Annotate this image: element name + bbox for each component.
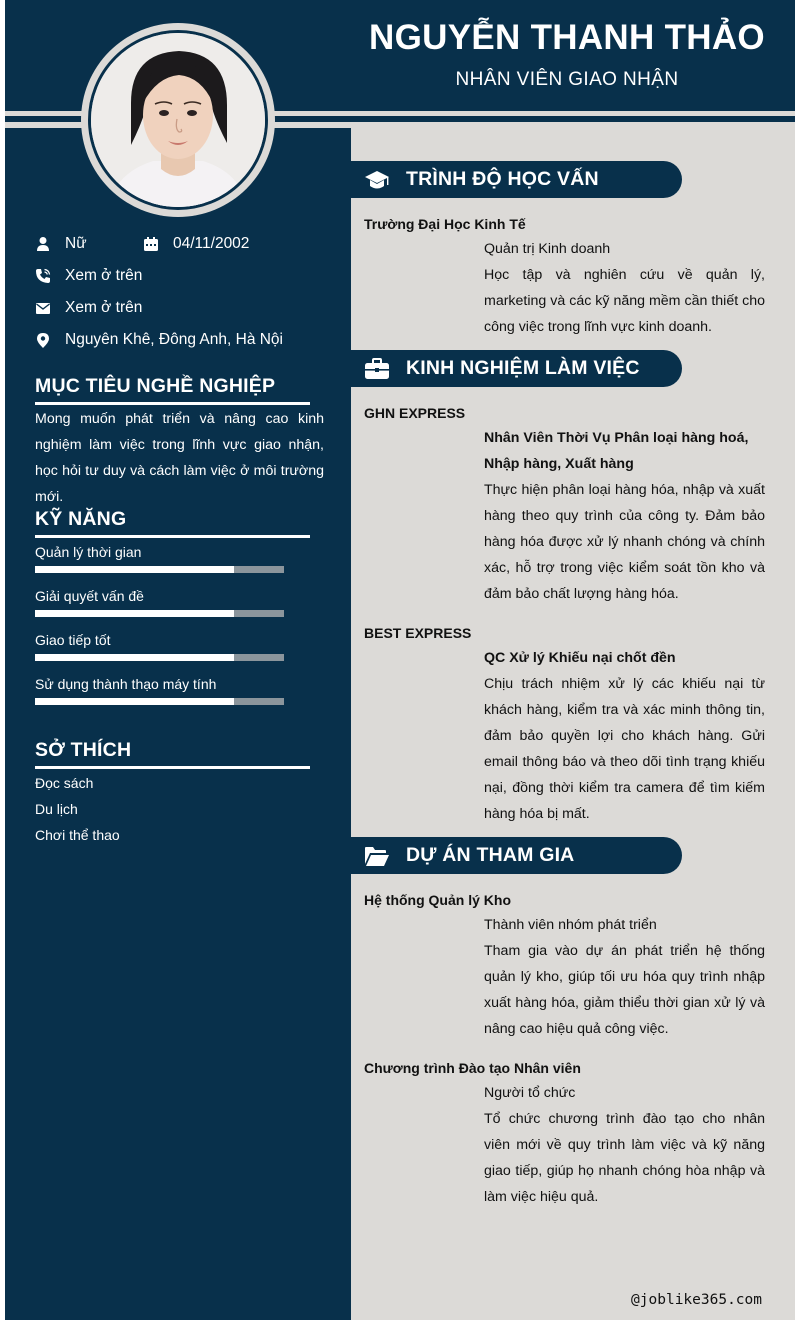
- contact-email: [35, 299, 142, 317]
- project-desc: Tham gia vào dự án phát triển hệ thống quản lý kho, giúp tối ưu hóa quy trình nhập xuất hàng hóa, giảm thiểu thời gian xử lý và nâng cao hiệu quả công việc.: [484, 943, 765, 1037]
- skill-name: Sử dụng thành thạo máy tính: [35, 676, 217, 692]
- experience-org: BEST EXPRESS: [364, 625, 472, 641]
- education-position: Quản trị Kinh doanh: [484, 241, 611, 257]
- profile-photo: [88, 30, 268, 210]
- project-name: Hệ thống Quản lý Kho: [364, 892, 511, 908]
- experience-detail: [484, 425, 765, 607]
- skill-bar-fill: [35, 698, 234, 705]
- hobbies-title: SỞ THÍCH: [35, 739, 132, 761]
- project-role: Người tổ chức: [484, 1085, 576, 1101]
- experience-desc: Chịu trách nhiệm xử lý các khiếu nại từ khách hàng, kiểm tra và xác minh thông tin, đảm bảo quyền lợi cho khách hàng. Gửi email thông báo và theo dõi tình trạng khiếu nại, đồng thời kiểm tra camera để tìm kiếm hàng hóa bị mất.: [484, 676, 765, 822]
- user-icon: [35, 236, 51, 252]
- education-desc: Học tập và nghiên cứu về quản lý, marketing và các kỹ năng mềm cần thiết cho công việc trong lĩnh vực kinh doanh.: [484, 267, 765, 335]
- project-name: Chương trình Đào tạo Nhân viên: [364, 1060, 581, 1076]
- folder-open-icon: [364, 844, 390, 868]
- candidate-name: NGUYỄN THANH THẢO: [369, 18, 765, 57]
- experience-detail: [484, 645, 765, 827]
- contact-gender: [35, 235, 87, 253]
- candidate-role: NHÂN VIÊN GIAO NHẬN: [455, 69, 679, 90]
- project-role: Thành viên nhóm phát triển: [484, 917, 657, 933]
- experience-desc: Thực hiện phân loại hàng hóa, nhập và xuất hàng theo quy trình của công ty. Đảm bảo hàng hóa được xử lý nhanh chóng và chính xác, hỗ trợ trong việc kiểm soát tồn kho và đảm bảo chất lượng hàng hóa.: [484, 482, 765, 602]
- contact-address: [35, 331, 283, 349]
- project-detail: [484, 912, 765, 1042]
- education-org: Trường Đại Học Kinh Tế: [364, 216, 526, 232]
- contact-dob: [143, 235, 249, 253]
- projects-title: DỰ ÁN THAM GIA: [406, 844, 575, 866]
- skill-bar-fill: [35, 566, 234, 573]
- email-value: Xem ở trên: [65, 299, 143, 316]
- skill-bar: [35, 698, 284, 705]
- education-title: TRÌNH ĐỘ HỌC VẤN: [406, 168, 599, 190]
- experience-position: QC Xử lý Khiếu nại chốt đền: [484, 650, 676, 666]
- profile-photo-frame: [81, 23, 275, 217]
- experience-title: KINH NGHIỆM LÀM VIỆC: [406, 357, 640, 379]
- objective-title: MỤC TIÊU NGHỀ NGHIỆP: [35, 375, 276, 397]
- objective-rule: [35, 402, 310, 405]
- experience-org: GHN EXPRESS: [364, 405, 466, 421]
- dob-value: 04/11/2002: [173, 235, 250, 252]
- contact-phone: [35, 267, 142, 285]
- graduation-cap-icon: [364, 168, 390, 192]
- hobby-item: Chơi thể thao: [35, 827, 120, 843]
- phone-icon: [35, 268, 51, 284]
- skill-name: Quản lý thời gian: [35, 544, 142, 560]
- address-value: Nguyên Khê, Đông Anh, Hà Nội: [65, 331, 283, 348]
- skill-bar-fill: [35, 610, 234, 617]
- watermark: @joblike365.com: [631, 1292, 762, 1308]
- skills-title: KỸ NĂNG: [35, 508, 127, 530]
- briefcase-icon: [364, 357, 390, 381]
- project-detail: [484, 1080, 765, 1210]
- project-desc: Tổ chức chương trình đào tạo cho nhân viên mới về quy trình làm việc và kỹ năng giao tiếp, giúp họ nhanh chóng hòa nhập và làm việc hiệu quả.: [484, 1111, 765, 1205]
- calendar-icon: [143, 236, 159, 252]
- skill-bar-fill: [35, 654, 234, 661]
- skill-bar: [35, 654, 284, 661]
- skill-name: Giải quyết vấn đề: [35, 588, 144, 604]
- skills-rule: [35, 535, 310, 538]
- education-header: [351, 161, 682, 198]
- education-detail: [484, 236, 765, 340]
- experience-position: Nhân Viên Thời Vụ Phân loại hàng hoá, Nhập hàng, Xuất hàng: [484, 430, 749, 472]
- skill-bar: [35, 566, 284, 573]
- hobbies-rule: [35, 766, 310, 769]
- skill-bar: [35, 610, 284, 617]
- experience-header: [351, 350, 682, 387]
- envelope-icon: [35, 300, 51, 316]
- hobby-item: Đọc sách: [35, 775, 94, 791]
- objective-text: Mong muốn phát triển và nâng cao kinh nghiệm làm việc trong lĩnh vực giao nhận, học hỏi tư duy và cách làm việc ở môi trường mới.: [35, 411, 324, 505]
- projects-header: [351, 837, 682, 874]
- hobby-item: Du lịch: [35, 801, 78, 817]
- gender-value: Nữ: [65, 235, 87, 252]
- map-pin-icon: [35, 332, 51, 348]
- cv-page: [5, 0, 795, 1320]
- phone-value: Xem ở trên: [65, 267, 143, 284]
- skill-name: Giao tiếp tốt: [35, 632, 111, 648]
